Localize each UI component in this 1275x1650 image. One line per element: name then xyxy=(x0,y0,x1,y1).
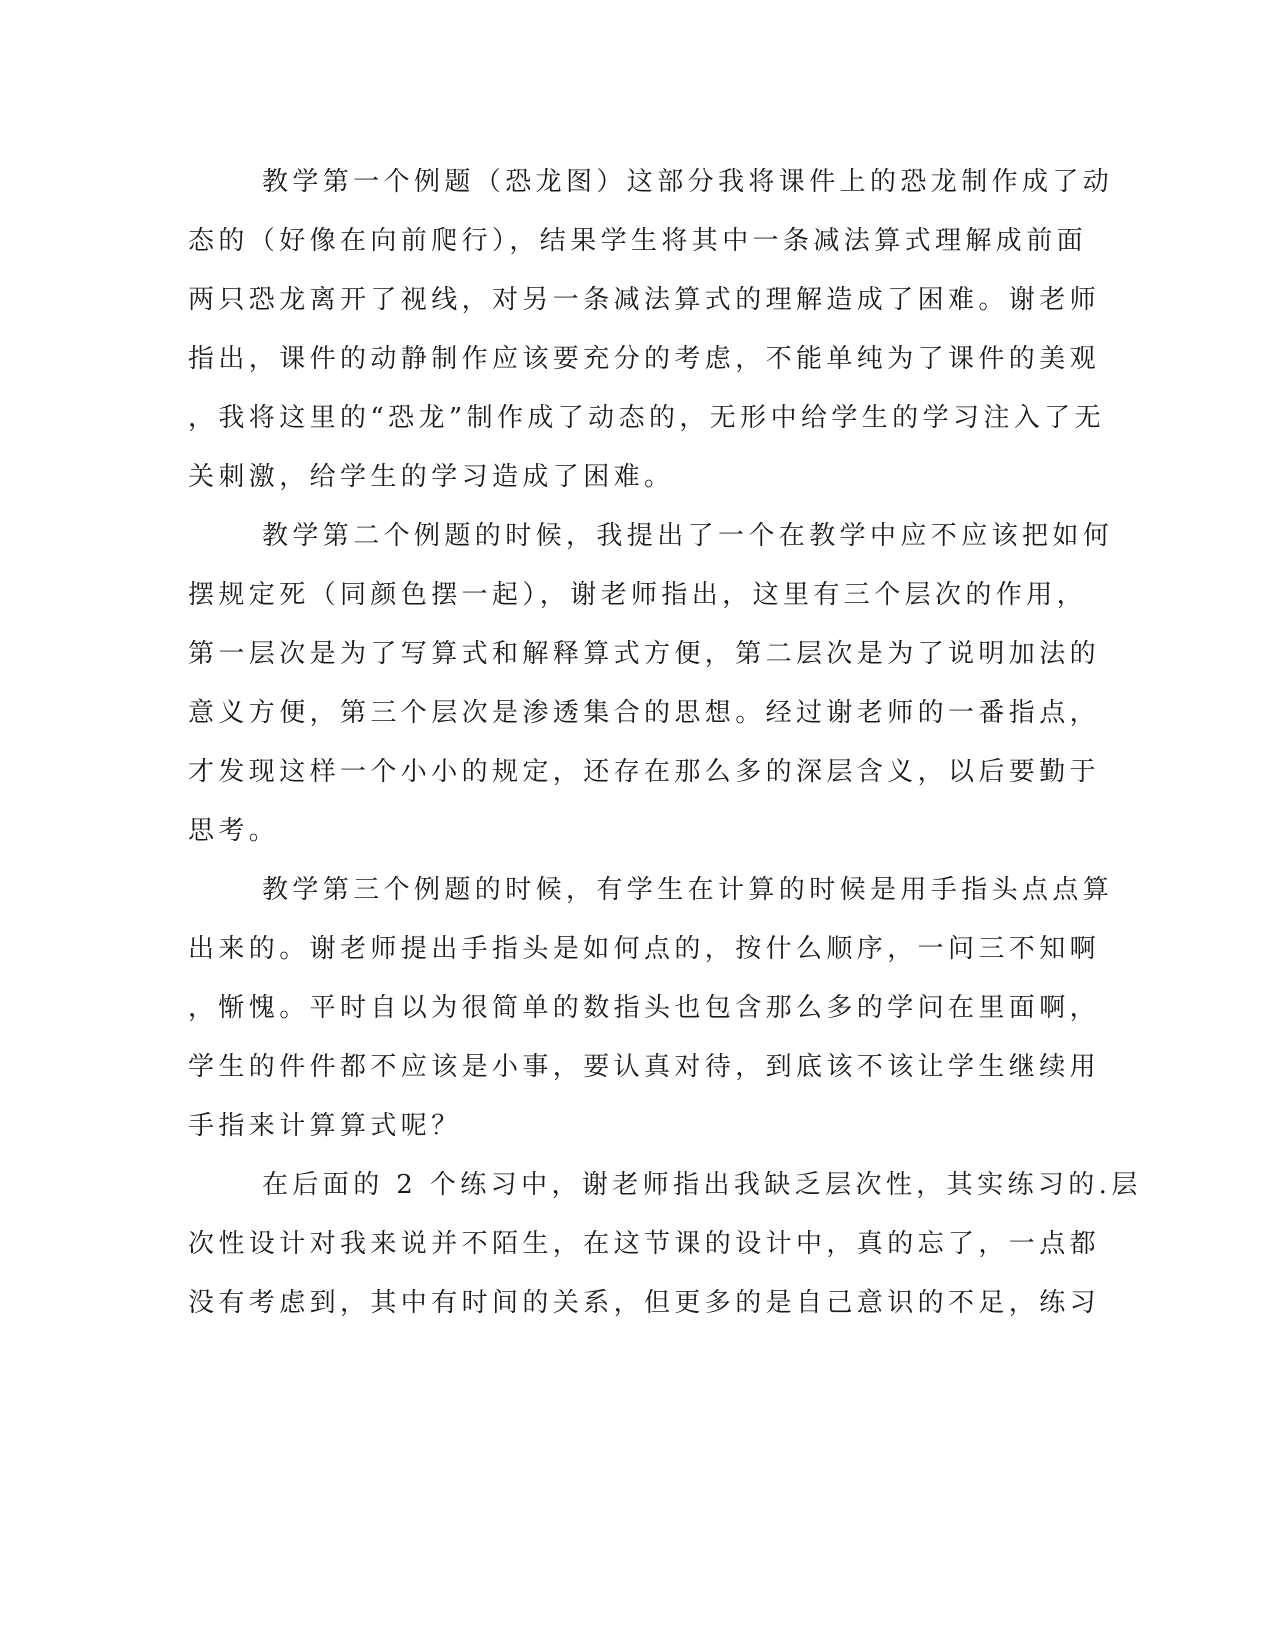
text-line: 教学第二个例题的时候，我提出了一个在教学中应不应该把如何 xyxy=(262,521,1114,551)
text-line: ，我将这里的“恐龙”制作成了动态的，无形中给学生的学习注入了无 xyxy=(188,403,1105,433)
text-line: 学生的件件都不应该是小事，要认真对待，到底该不该让学生继续用 xyxy=(188,1052,1101,1082)
text-line: 教学第三个例题的时候，有学生在计算的时候是用手指头点点算 xyxy=(262,875,1114,905)
text-line: 指出，课件的动静制作应该要充分的考虑，不能单纯为了课件的美观 xyxy=(188,344,1101,374)
text-line: 教学第一个例题（恐龙图）这部分我将课件上的恐龙制作成了动 xyxy=(262,167,1114,197)
text-line: 意义方便，第三个层次是渗透集合的思想。经过谢老师的一番指点， xyxy=(188,698,1101,728)
text-line: 思考。 xyxy=(188,816,280,846)
text-line: 摆规定死（同颜色摆一起），谢老师指出，这里有三个层次的作用， xyxy=(188,580,1088,610)
text-line: 两只恐龙离开了视线，对另一条减法算式的理解造成了困难。谢老师 xyxy=(188,285,1101,315)
text-line: 态的（好像在向前爬行），结果学生将其中一条减法算式理解成前面 xyxy=(188,226,1088,256)
text-line: 第一层次是为了写算式和解释算式方便，第二层次是为了说明加法的 xyxy=(188,639,1101,669)
text-line: 次性设计对我来说并不陌生，在这节课的设计中，真的忘了，一点都 xyxy=(188,1229,1101,1259)
text-line: 出来的。谢老师提出手指头是如何点的，按什么顺序，一问三不知啊 xyxy=(188,934,1101,964)
text-line: 在后面的 2 个练习中，谢老师指出我缺乏层次性，其实练习的.层 xyxy=(262,1170,1142,1200)
text-line: 手指来计算算式呢？ xyxy=(188,1111,462,1141)
text-line: 关刺激，给学生的学习造成了困难。 xyxy=(188,462,675,492)
text-line: 没有考虑到，其中有时间的关系，但更多的是自己意识的不足，练习 xyxy=(188,1288,1101,1318)
text-line: 才发现这样一个小小的规定，还存在那么多的深层含义，以后要勤于 xyxy=(188,757,1101,787)
text-line: ，惭愧。平时自以为很简单的数指头也包含那么多的学问在里面啊， xyxy=(188,993,1101,1023)
